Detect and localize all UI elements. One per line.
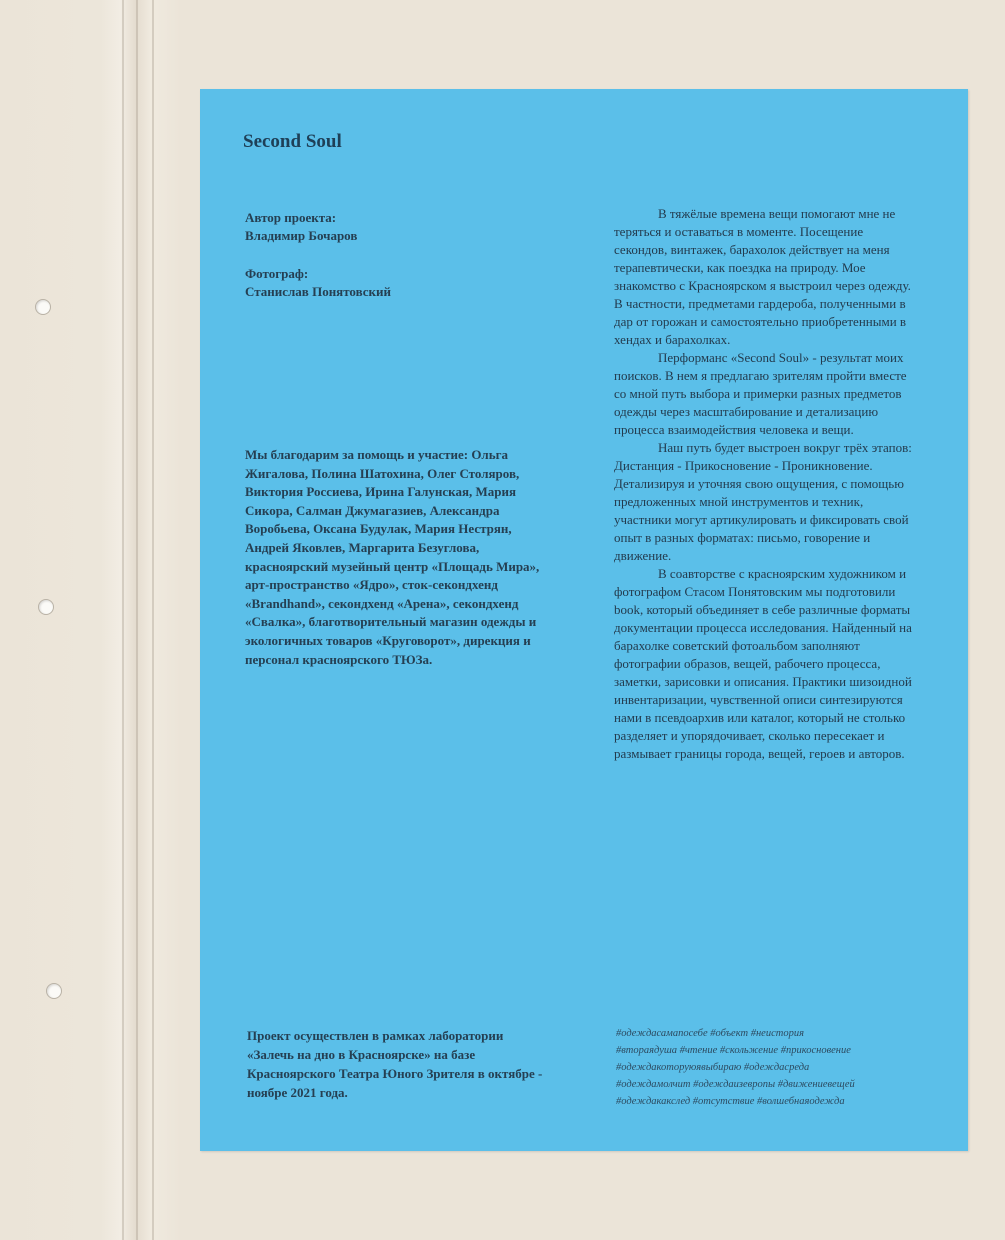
essay-paragraph: В соавторстве с красноярским художником и фотографом Стасом Понятовским мы подготовили book, который объединяет в себе различные форматы документации процесса исследования. Найденный на барахолке советский фотоальбом заполняют фотографии образов, вещей, рабочего процесса, заметки, зарисовки и описания. Практики шизоидной инвентаризации, чувственной описи синтезируются нами в псевдоархив или каталог, который не столько разделяет и упорядочивает, сколько пересекает и размывает границы города, вещей, героев и авторов. [614, 566, 912, 761]
essay-paragraph: Наш путь будет выстроен вокруг трёх этапов: Дистанция - Прикосновение - Проникновение. Детализируя и уточняя свою ощущения, с помощью предложенных мной инструментов и техник, участники могут артикулировать и фиксировать свой опыт в разных форматах: письмо, говорение и движение. [614, 440, 912, 563]
page-fold-line [152, 0, 154, 1240]
hashtag-line: #одеждамолчит #одеждаизевропы #движениевещей [616, 1079, 855, 1090]
photographer-label: Фотограф: [245, 266, 309, 281]
page-fold-line [136, 0, 138, 1240]
hashtag-list [616, 1025, 916, 1110]
project-description [614, 205, 914, 763]
binder-hole [38, 599, 54, 615]
hashtag-line: #одеждакоторуюявыбираю #одеждасреда [616, 1062, 810, 1073]
binder-hole [46, 983, 62, 999]
author-name: Владимир Бочаров [245, 228, 358, 243]
author-label: Автор проекта: [245, 210, 337, 225]
hashtag-line: #одеждасамапосебе #объект #неистория [616, 1028, 804, 1039]
essay-paragraph: В частности, предметами гардероба, полученными в дар от горожан и самостоятельно приобретенными в хендах и барахолках. [614, 296, 907, 347]
photographer-credit [245, 265, 391, 301]
author-credit [245, 209, 357, 245]
page-fold-line [122, 0, 124, 1240]
blue-info-sheet [200, 89, 968, 1151]
essay-paragraph: Перформанс «Second Soul» - результат моих поисков. В нем я предлагаю зрителям пройти вместе со мной путь выбора и примерки разных предметов одежды через масштабирование и детализацию процесса взаимодействия человека и вещи. [614, 350, 907, 437]
hashtag-line: #одеждакакслед #отсутствие #волшебнаяодежда [616, 1096, 845, 1107]
acknowledgements: Мы благодарим за помощь и участие: Ольга Жигалова, Полина Шатохина, Олег Столяров, Виктория Россиева, Ирина Галунская, Мария Сикора, Салман Джумагазиев, Александра Воробьева, Оксана Будулак, Мария Нестрян, Андрей Яковлев, Маргарита Безуглова, красноярский музейный центр «Площадь Мира», арт-пространство «Ядро», сток-секондхенд «Brandhand», секондхенд «Арена», секондхенд «Свалка», благотворительный магазин одежды и экологичных товаров «Круговорот», дирекция и персонал красноярского ТЮЗа. [245, 447, 540, 667]
photographer-name: Станислав Понятовский [245, 284, 392, 299]
hashtag-line: #вторaядуша #чтение #скольжение #прикосновение [616, 1045, 851, 1056]
essay-paragraph: В тяжёлые времена вещи помогают мне не теряться и оставаться в моменте. Посещение секондов, винтажек, барахолок действует на меня терапевтически, как поездка на природу. Мое знакомство с Красноярском я выстроил через одежду. [614, 206, 911, 293]
binder-hole [35, 299, 51, 315]
project-footer-note: Проект осуществлен в рамках лаборатории «Залечь на дно в Красноярске» на базе Красноярского Театра Юного Зрителя в октябре - ноябре 2021 года. [247, 1028, 543, 1100]
project-title: Second Soul [243, 131, 342, 152]
